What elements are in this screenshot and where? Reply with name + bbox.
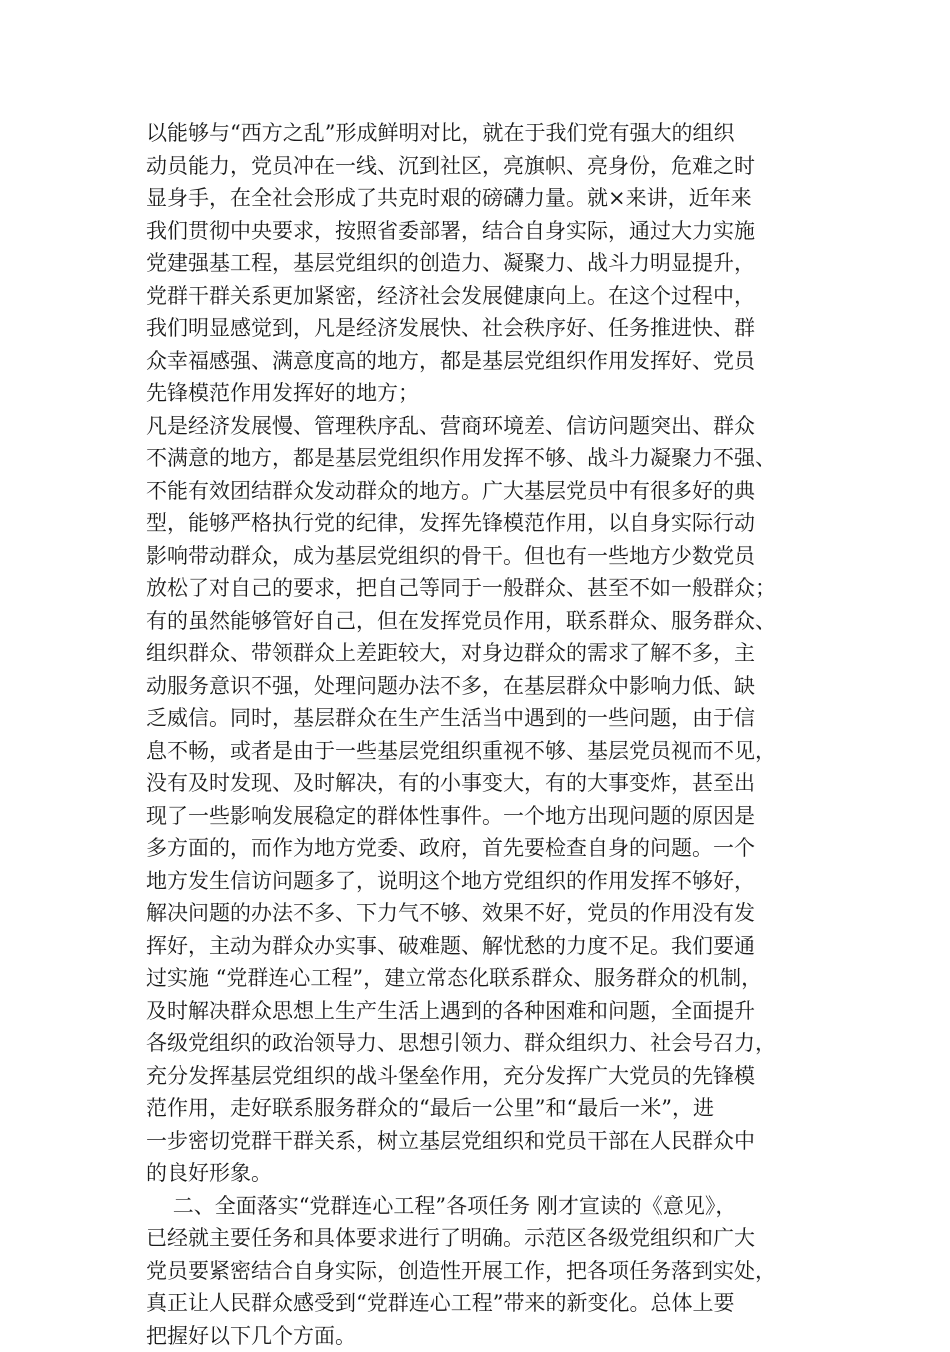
text-line: 充分发挥基层党组织的战斗堡垒作用，充分发挥广大党员的先锋模 <box>146 1060 818 1093</box>
text-line: 我们明显感觉到，凡是经济发展快、社会秩序好、任务推进快、群 <box>146 312 818 345</box>
text-line: 息不畅，或者是由于一些基层党组织重视不够、基层党员视而不见， <box>146 735 818 768</box>
text-line: 众幸福感强、满意度高的地方，都是基层党组织作用发挥好、党员 <box>146 345 818 378</box>
text-line: 多方面的，而作为地方党委、政府，首先要检查自身的问题。一个 <box>146 832 818 865</box>
text-line: 各级党组织的政治领导力、思想引领力、群众组织力、社会号召力， <box>146 1027 818 1060</box>
document-body <box>146 117 818 1352</box>
text-line: 真正让人民群众感受到“党群连心工程”带来的新变化。总体上要 <box>146 1287 818 1320</box>
text-line: 有的虽然能够管好自己，但在发挥党员作用，联系群众、服务群众、 <box>146 605 818 638</box>
text-line: 凡是经济发展慢、管理秩序乱、营商环境差、信访问题突出、群众 <box>146 410 818 443</box>
text-line: 党员要紧密结合自身实际，创造性开展工作，把各项任务落到实处， <box>146 1255 818 1288</box>
text-line: 型，能够严格执行党的纪律，发挥先锋模范作用，以自身实际行动 <box>146 507 818 540</box>
text-line: 显身手，在全社会形成了共克时艰的磅礴力量。就×来讲，近年来 <box>146 182 818 215</box>
text-line: 不满意的地方，都是基层党组织作用发挥不够、战斗力凝聚力不强、 <box>146 442 818 475</box>
text-line: 党建强基工程，基层党组织的创造力、凝聚力、战斗力明显提升， <box>146 247 818 280</box>
section-heading-line: 二、全面落实“党群连心工程”各项任务 刚才宣读的《意见》， <box>146 1190 818 1223</box>
text-line: 挥好，主动为群众办实事、破难题、解忧愁的力度不足。我们要通 <box>146 930 818 963</box>
text-line: 及时解决群众思想上生产生活上遇到的各种困难和问题，全面提升 <box>146 995 818 1028</box>
text-line: 乏威信。同时，基层群众在生产生活当中遇到的一些问题，由于信 <box>146 702 818 735</box>
text-line: 的良好形象。 <box>146 1157 818 1190</box>
text-line: 动员能力，党员冲在一线、沉到社区，亮旗帜、亮身份，危难之时 <box>146 150 818 183</box>
text-line: 组织群众、带领群众上差距较大，对身边群众的需求了解不多，主 <box>146 637 818 670</box>
text-line: 范作用，走好联系服务群众的“最后一公里”和“最后一米”，进 <box>146 1092 818 1125</box>
text-line: 我们贯彻中央要求，按照省委部署，结合自身实际，通过大力实施 <box>146 215 818 248</box>
text-line: 先锋模范作用发挥好的地方； <box>146 377 818 410</box>
text-line: 把握好以下几个方面。 <box>146 1320 818 1352</box>
text-line: 解决问题的办法不多、下力气不够、效果不好，党员的作用没有发 <box>146 897 818 930</box>
text-line: 已经就主要任务和具体要求进行了明确。示范区各级党组织和广大 <box>146 1222 818 1255</box>
text-line: 放松了对自己的要求，把自己等同于一般群众、甚至不如一般群众； <box>146 572 818 605</box>
text-line: 没有及时发现、及时解决，有的小事变大，有的大事变炸，甚至出 <box>146 767 818 800</box>
text-line: 以能够与“西方之乱”形成鲜明对比，就在于我们党有强大的组织 <box>146 117 818 150</box>
text-line: 影响带动群众，成为基层党组织的骨干。但也有一些地方少数党员 <box>146 540 818 573</box>
text-line: 地方发生信访问题多了，说明这个地方党组织的作用发挥不够好， <box>146 865 818 898</box>
text-line: 一步密切党群干群关系，树立基层党组织和党员干部在人民群众中 <box>146 1125 818 1158</box>
text-line: 动服务意识不强，处理问题办法不多，在基层群众中影响力低、缺 <box>146 670 818 703</box>
text-line: 过实施 “党群连心工程”，建立常态化联系群众、服务群众的机制， <box>146 962 818 995</box>
text-line: 不能有效团结群众发动群众的地方。广大基层党员中有很多好的典 <box>146 475 818 508</box>
text-line: 现了一些影响发展稳定的群体性事件。一个地方出现问题的原因是 <box>146 800 818 833</box>
text-line: 党群干群关系更加紧密，经济社会发展健康向上。在这个过程中， <box>146 280 818 313</box>
